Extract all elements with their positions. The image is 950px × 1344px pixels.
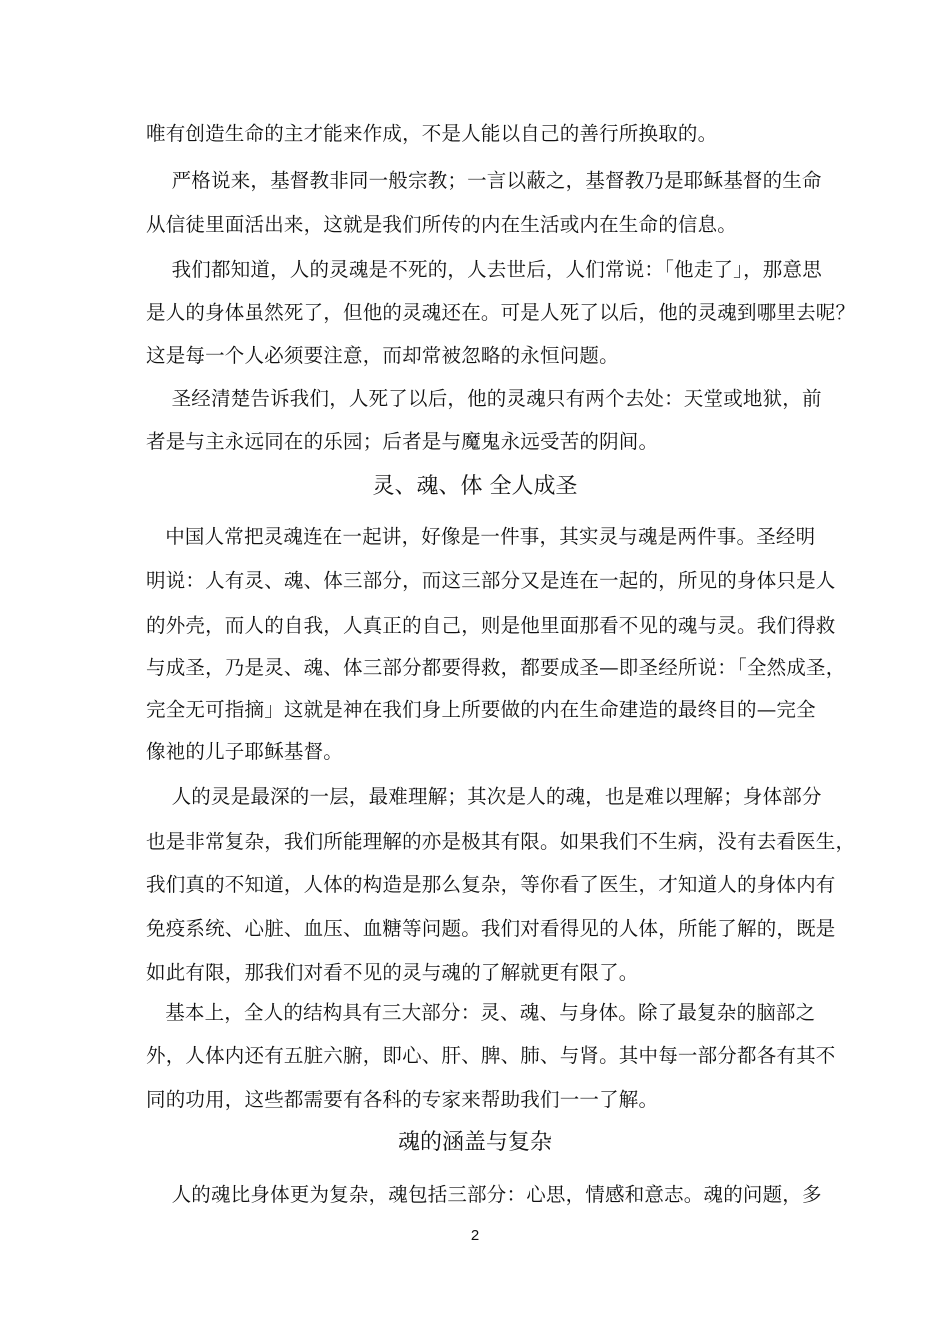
text-line: 外，人体内还有五脏六腑，即心、肝、脾、肺、与肾。其中每一部分都各有其不	[146, 1044, 836, 1067]
text-line: 如此有限，那我们对看不见的灵与魂的了解就更有限了。	[146, 961, 639, 984]
text-line: 这是每一个人必须要注意，而却常被忽略的永恒问题。	[146, 344, 619, 367]
text-line: 我们真的不知道，人体的构造是那么复杂，等你看了医生，才知道人的身体内有	[146, 873, 836, 896]
text-line: 从信徒里面活出来，这就是我们所传的内在生活或内在生命的信息。	[146, 213, 738, 236]
text-line: 我们都知道，人的灵魂是不死的，人去世后，人们常说：「他走了」，那意思	[146, 258, 822, 281]
text-line: 人的灵是最深的一层，最难理解；其次是人的魂，也是难以理解；身体部分	[146, 785, 822, 808]
text-line: 免疫系统、心脏、血压、血糖等问题。我们对看得见的人体，所能了解的，既是	[146, 917, 836, 940]
text-line: 是人的身体虽然死了，但他的灵魂还在。可是人死了以后，他的灵魂到哪里去呢？	[146, 301, 856, 324]
text-line: 中国人常把灵魂连在一起讲，好像是一件事，其实灵与魂是两件事。圣经明	[146, 525, 816, 548]
text-line: 的外壳，而人的自我，人真正的自己，则是他里面那看不见的魂与灵。我们得救	[146, 614, 836, 637]
text-line: 完全无可指摘」这就是神在我们身上所要做的内在生命建造的最终目的—完全	[146, 698, 816, 721]
text-line: 严格说来，基督教非同一般宗教；一言以蔽之，基督教乃是耶稣基督的生命	[146, 169, 822, 192]
text-line: 者是与主永远同在的乐园；后者是与魔鬼永远受苦的阴间。	[146, 430, 659, 453]
text-line: 明说：人有灵、魂、体三部分，而这三部分又是连在一起的，所见的身体只是人	[146, 569, 836, 592]
page-number: 2	[470, 1227, 480, 1244]
section-heading: 魂的涵盖与复杂	[397, 1130, 552, 1155]
text-line: 同的功用，这些都需要有各科的专家来帮助我们一一了解。	[146, 1088, 659, 1111]
text-line: 基本上，全人的结构具有三大部分：灵、魂、与身体。除了最复杂的脑部之	[146, 1001, 816, 1024]
text-line: 人的魂比身体更为复杂，魂包括三部分：心思，情感和意志。魂的问题，多	[146, 1183, 822, 1206]
text-line: 与成圣，乃是灵、魂、体三部分都要得救，都要成圣—即圣经所说：「全然成圣，	[146, 656, 846, 679]
section-heading: 灵、魂、体 全人成圣	[372, 474, 578, 499]
text-line: 也是非常复杂，我们所能理解的亦是极其有限。如果我们不生病，没有去看医生，	[146, 830, 856, 853]
text-line: 像祂的儿子耶稣基督。	[146, 740, 344, 763]
text-line: 唯有创造生命的主才能来作成，不是人能以自己的善行所换取的。	[146, 122, 718, 145]
text-line: 圣经清楚告诉我们，人死了以后，他的灵魂只有两个去处：天堂或地狱，前	[146, 387, 822, 410]
